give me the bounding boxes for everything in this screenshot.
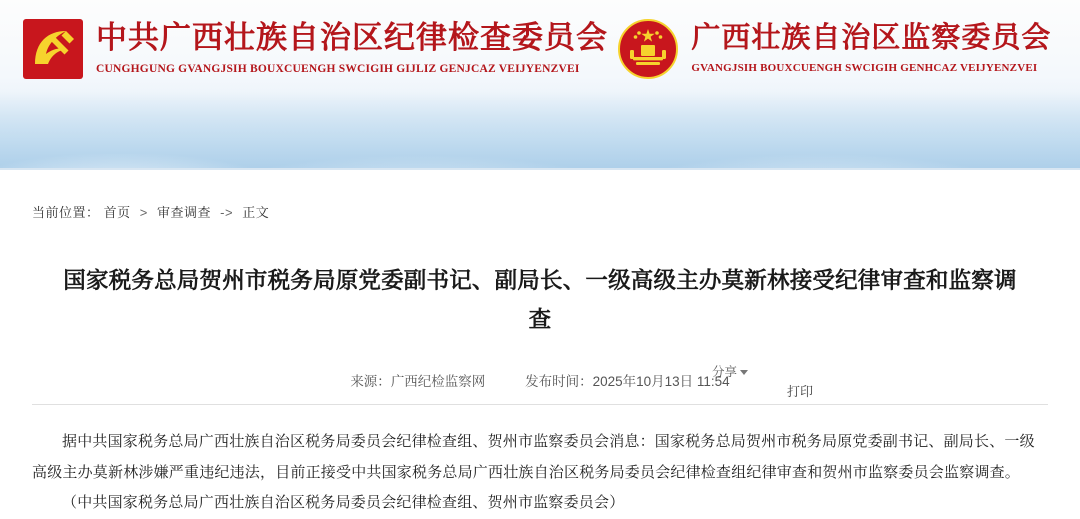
- header-right-org-name: 广西壮族自治区监察委员会: [691, 21, 1052, 54]
- article-publish-value: 2025年10月13日 11:54: [592, 373, 730, 389]
- breadcrumb-item-category[interactable]: 审查调查: [157, 205, 212, 220]
- breadcrumb-separator-1: >: [139, 205, 148, 220]
- header-inner: [0, 0, 1080, 80]
- article-source-value: 广西纪检监察网: [390, 373, 486, 389]
- breadcrumb-item-current: 正文: [242, 205, 270, 220]
- national-emblem-icon: [617, 18, 679, 80]
- share-label: 分享: [711, 364, 737, 379]
- article-paragraph: 据中共国家税务总局广西壮族自治区税务局委员会纪律检查组、贺州市监察委员会消息：国家税务总局贺州市税务局原党委副书记、副局长、一级高级主办莫新林涉嫌严重违纪违法，目前正接受中共国家税务总局广西壮族自治区税务局委员会纪律检查组纪律审查和贺州市监察委员会监察调查。: [32, 432, 1035, 481]
- breadcrumb-item-home[interactable]: 首页: [103, 205, 131, 220]
- article-source-label: 来源：: [350, 373, 391, 389]
- header-right-org-subtitle: GVANGJSIH BOUXCUENGH SWCIGIH GENHCAZ VEIJYENZVEI: [691, 62, 1038, 75]
- article-source: [350, 374, 485, 389]
- page-title: 国家税务总局贺州市税务局原党委副书记、副局长、一级高级主办莫新林接受纪律审查和监察调查: [63, 268, 1017, 333]
- article-publish-label: 发布时间：: [525, 373, 593, 389]
- meta-divider: [32, 404, 1048, 405]
- breadcrumb-label: 当前位置：: [32, 205, 100, 220]
- party-emblem-icon: [22, 18, 84, 80]
- site-header-banner: [0, 0, 1080, 170]
- print-label: 打印: [786, 383, 813, 399]
- article-meta-row: [32, 362, 1048, 399]
- page-content: [0, 170, 1080, 519]
- header-right-text: [691, 20, 1051, 74]
- header-bottom-divider: [0, 168, 1080, 170]
- header-right-organization: [617, 14, 1054, 80]
- article-publish-time: [525, 374, 730, 389]
- breadcrumb-separator-2: ->: [220, 205, 234, 220]
- header-left-org-name: 中共广西壮族自治区纪律检查委员会: [96, 19, 608, 55]
- article-body: [32, 427, 1048, 519]
- print-button[interactable]: [787, 381, 813, 400]
- share-button[interactable]: [712, 362, 748, 380]
- article-meta-center: [332, 370, 747, 390]
- article: [32, 261, 1048, 519]
- chevron-down-icon: [740, 370, 748, 375]
- breadcrumb: [0, 170, 1080, 221]
- article-paragraph: （中共国家税务总局广西壮族自治区税务局委员会纪律检查组、贺州市监察委员会）: [62, 494, 625, 512]
- header-left-text: [96, 19, 608, 76]
- header-left-org-subtitle: CUNGHGUNG GVANGJSIH BOUXCUENGH SWCIGIH GIJLIZ GENJCAZ VEIJYENZVEI: [96, 63, 580, 76]
- header-left-organization: [22, 14, 617, 80]
